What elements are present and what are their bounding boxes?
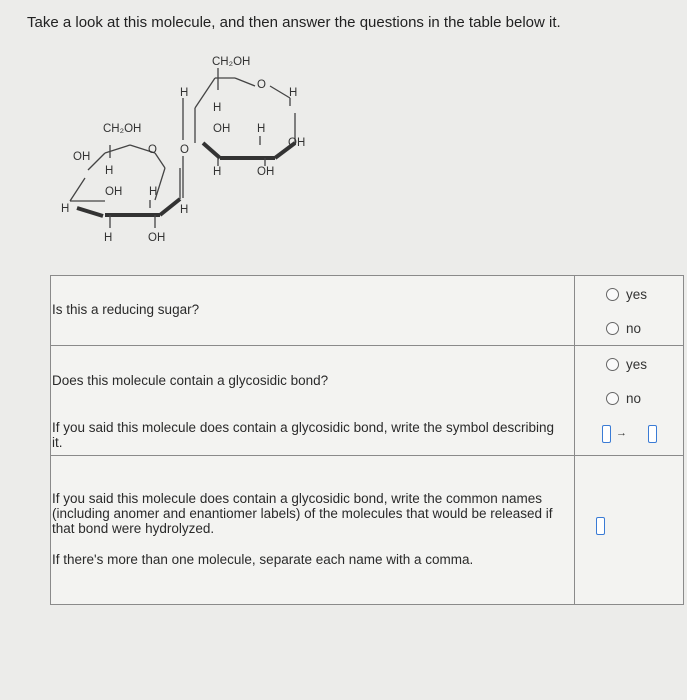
left-oh-bottom-label: OH xyxy=(148,232,166,244)
left-oh-mid-label: OH xyxy=(105,186,123,198)
radio-button[interactable] xyxy=(606,358,619,371)
radio-button[interactable] xyxy=(606,392,619,405)
right-ch2oh-label: CH₂OH xyxy=(212,56,251,68)
radio-button[interactable] xyxy=(606,322,619,335)
left-ch2oh-label: CH₂OH xyxy=(103,123,142,135)
radio-button[interactable] xyxy=(606,288,619,301)
reducing-sugar-no-option[interactable] xyxy=(606,321,641,336)
question-reducing-sugar: Is this a reducing sugar? xyxy=(52,302,200,317)
left-h-outer-label: H xyxy=(61,203,70,215)
glycosidic-bond-no-option[interactable] xyxy=(606,391,641,406)
right-oh-anomeric-label: OH xyxy=(288,137,306,149)
question-row-hydrolysis-products xyxy=(51,455,683,605)
left-h-label: H xyxy=(105,165,114,177)
glycosidic-symbol-input-right[interactable] xyxy=(648,425,657,443)
left-ring-o-label: O xyxy=(148,144,157,156)
right-ring-o-label: O xyxy=(257,79,266,91)
left-h-mid-label: H xyxy=(149,186,158,198)
question-glycosidic-symbol: If you said this molecule does contain a glycosidic bond, write the symbol describing it. xyxy=(52,420,555,450)
question-glycosidic-bond: Does this molecule contain a glycosidic bond? xyxy=(52,373,329,388)
disaccharide-structure xyxy=(55,48,355,258)
question-hydrolysis-note: If there's more than one molecule, separate each name with a comma. xyxy=(52,552,474,567)
left-h-bottom-label: H xyxy=(104,232,113,244)
option-label: no xyxy=(626,321,642,336)
option-label: no xyxy=(626,391,642,406)
left-h-right-label: H xyxy=(180,204,189,216)
glycosidic-bond-yes-option[interactable] xyxy=(606,357,647,372)
bridge-h-label: H xyxy=(180,87,189,99)
question-row-reducing-sugar xyxy=(51,276,683,345)
questions-table xyxy=(50,275,684,605)
right-h-top-label: H xyxy=(289,87,298,99)
instructions-text: Take a look at this molecule, and then answer the questions in the table below it. xyxy=(27,14,561,31)
question-hydrolysis-products: If you said this molecule does contain a glycosidic bond, write the common names (including anomer and enantiomer labels) of the molecules that would be released if that bond were hydrolyzed. xyxy=(52,491,553,536)
right-h-label: H xyxy=(213,102,222,114)
left-oh-label: OH xyxy=(73,151,91,163)
right-oh-label: OH xyxy=(213,123,231,135)
reducing-sugar-yes-option[interactable] xyxy=(606,287,647,302)
right-h-mid-label: H xyxy=(257,123,266,135)
right-oh-bottom-label: OH xyxy=(257,166,275,178)
option-label: yes xyxy=(626,287,648,302)
question-row-glycosidic-bond xyxy=(51,345,683,456)
right-h-bottom-label: H xyxy=(213,166,222,178)
arrow-icon: → xyxy=(616,427,627,439)
option-label: yes xyxy=(626,357,648,372)
glycosidic-symbol-input-left[interactable] xyxy=(602,425,611,443)
glycosidic-o-label: O xyxy=(180,144,189,156)
hydrolysis-products-input[interactable] xyxy=(596,517,605,535)
